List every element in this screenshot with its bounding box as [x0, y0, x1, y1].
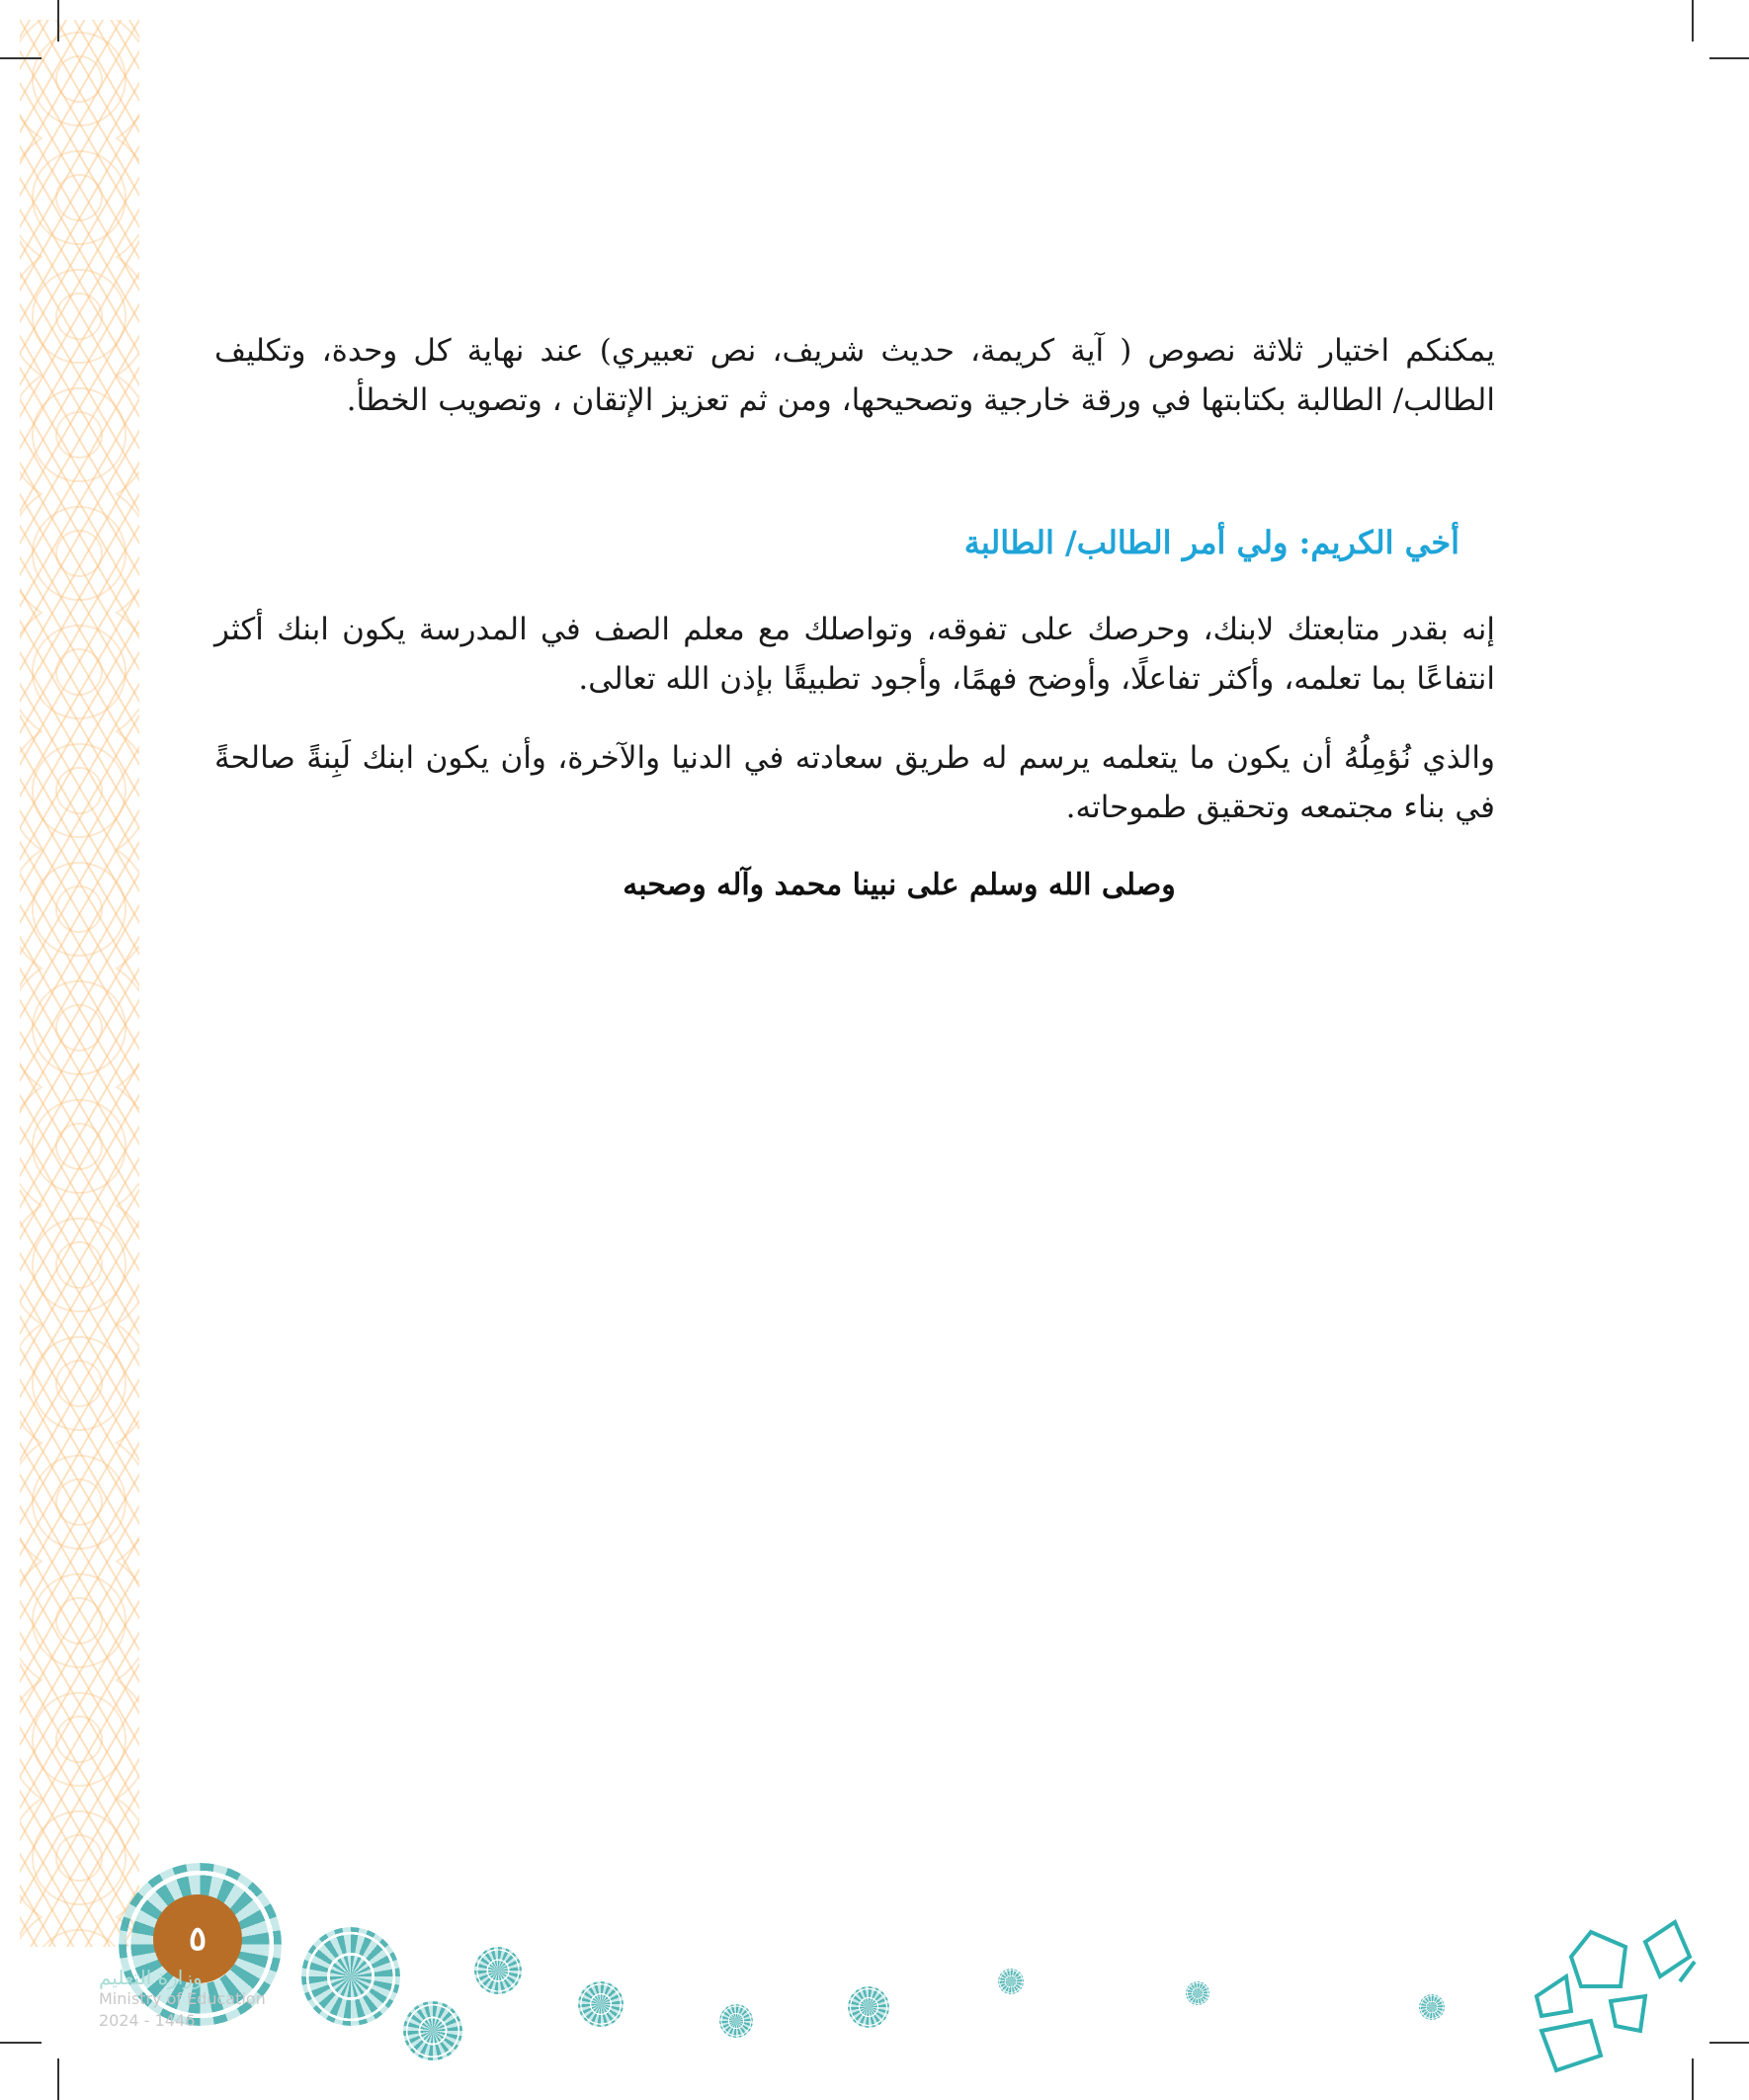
- crop-mark: [1709, 2042, 1749, 2044]
- flower-ornament: [1186, 1981, 1209, 2005]
- crop-mark: [1692, 0, 1694, 42]
- flower-ornament: [848, 1986, 889, 2028]
- decorative-ornament-strip: [20, 20, 139, 1947]
- section-heading: أخي الكريم: ولي أمر الطالب/ الطالبة: [963, 524, 1459, 561]
- flower-ornament: [719, 2004, 753, 2038]
- crop-mark: [57, 0, 59, 42]
- instructions-paragraph: يمكنكم اختيار ثلاثة نصوص ( آية كريمة، حديث شريف، نص تعبيري) عند نهاية كل وحدة، وتكليف الطالب/ الطالبة بكتابتها في ورقة خارجية وتصحيحها، ومن ثم تعزيز الإتقان ، وتصويب الخطأ.: [214, 333, 1495, 418]
- crop-mark: [57, 2058, 59, 2100]
- crop-mark: [1709, 57, 1749, 59]
- flower-ornament: [474, 1947, 522, 1994]
- closing-line: وصلى الله وسلم على نبينا محمد وآله وصحبه: [623, 868, 1176, 902]
- flower-ornament: [301, 1927, 400, 2026]
- geometric-ornament-icon: [1532, 1902, 1700, 2080]
- edition-year: 2024 - 1446: [99, 2011, 196, 2030]
- hope-paragraph: والذي نُؤمِلُهُ أن يكون ما يتعلمه يرسم له طريق سعادته في الدنيا والآخرة، وأن يكون ابنك لَبِنةً صالحةً في بناء مجتمعه وتحقيق طموحاته.: [214, 740, 1495, 825]
- crop-mark: [0, 57, 42, 59]
- flower-ornament: [578, 1981, 624, 2027]
- flower-ornament: [403, 2001, 462, 2060]
- parent-paragraph: إنه بقدر متابعتك لابنك، وحرصك على تفوقه، وتواصلك مع معلم الصف في المدرسة يكون ابنك أكثر انتفاعًا بما تعلمه، وأكثر تفاعلًا، وأوضح فهمًا، وأجود تطبيقًا بإذن الله تعالى.: [214, 612, 1495, 697]
- page-number-badge: ٥: [153, 1894, 242, 1983]
- ministry-name-ar: وزارة التعليم: [99, 1966, 203, 1989]
- flower-ornament: [1419, 1994, 1445, 2020]
- ministry-name-en: Ministry of Education: [99, 1989, 266, 2008]
- flower-ornament: [998, 1969, 1024, 1994]
- crop-mark: [0, 2042, 42, 2044]
- ministry-logo: [99, 1967, 266, 2032]
